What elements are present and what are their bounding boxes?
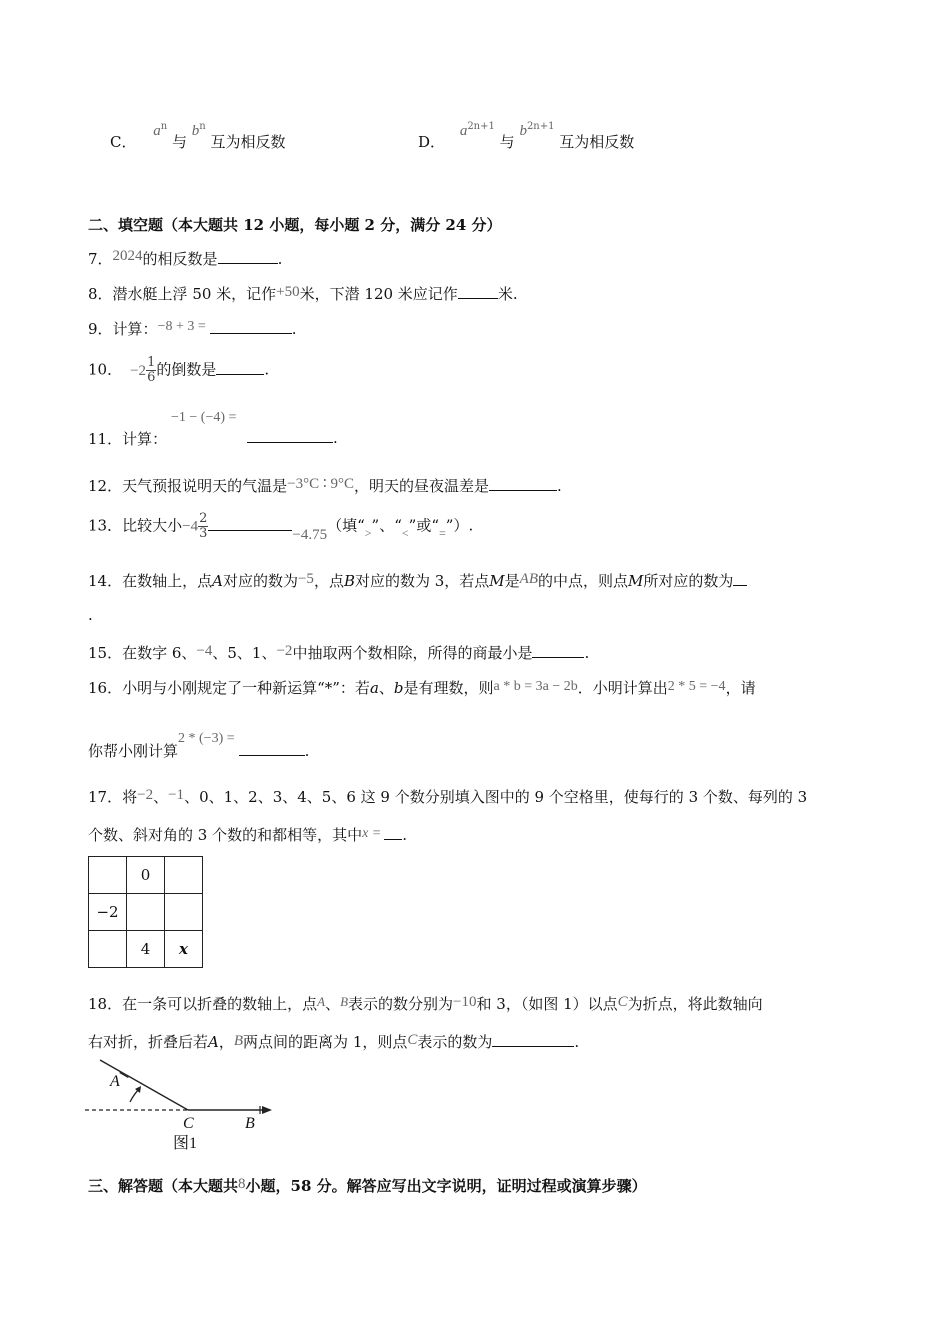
q14-text3: ，点: [313, 572, 344, 590]
q14-text5: 是: [504, 572, 520, 590]
q13-denominator: 3: [199, 526, 208, 541]
q15-text2: 、5、1、: [212, 644, 277, 662]
section3-title: [88, 1175, 647, 1196]
q16-calc: 2 * (−3) =: [178, 731, 235, 746]
figure-label-a: A: [110, 1073, 120, 1090]
q9-math: −8 + 3 =: [157, 319, 206, 334]
q13-math2: −4.75: [292, 526, 328, 543]
option-d-base-b: b: [519, 123, 527, 139]
grid-cell[interactable]: [165, 857, 203, 894]
q16-text1: 小明与小刚规定了一种新运算“: [122, 679, 325, 697]
q14-point-a: A: [212, 572, 223, 590]
section3-count: 8: [238, 1176, 246, 1192]
figure-1-diagram: [80, 1056, 290, 1156]
q7-text: 的相反数是: [142, 250, 218, 268]
q8-text3: 米.: [497, 285, 518, 303]
option-c-label: C．: [110, 133, 137, 151]
q15-math1: −4: [196, 643, 213, 659]
q17-math2: −1: [168, 787, 185, 803]
q9-answer-blank[interactable]: [210, 319, 292, 334]
q13-text4: ”或“: [408, 516, 439, 535]
figure-label-b: B: [245, 1115, 255, 1132]
q10-answer-blank[interactable]: [216, 360, 264, 375]
q15-end: .: [584, 644, 590, 662]
option-c-conj: 与: [172, 133, 188, 151]
q18-point-c: C: [617, 994, 628, 1010]
q14-text1: 在数轴上，点: [122, 572, 213, 590]
q13-fraction: [198, 512, 208, 541]
q10-number: 10．: [88, 360, 123, 379]
q7-end: .: [277, 250, 283, 268]
q13-numerator: 2: [199, 511, 208, 526]
q18-text1: 在一条可以折叠的数轴上，点: [122, 995, 318, 1013]
q16-star: *: [324, 679, 333, 697]
q18-comma: ，: [218, 1033, 234, 1051]
q8-number: 8．: [88, 285, 113, 303]
q10-denominator: 6: [147, 370, 156, 385]
q8-text2: 米，下潜 120 米应记作: [299, 285, 458, 303]
question-10: [88, 356, 269, 385]
section3-title-part2: 小题，58 分。解答应写出文字说明，证明过程或演算步骤）: [245, 1177, 647, 1195]
q10-fraction: [146, 356, 156, 385]
q18-point-a: A: [317, 994, 326, 1009]
grid-cell[interactable]: 0: [127, 857, 165, 894]
grid-cell[interactable]: [165, 894, 203, 931]
question-17: [88, 786, 807, 807]
q17-x-equals: x =: [362, 826, 382, 841]
question-18: [88, 993, 763, 1014]
option-c-base-a: a: [153, 123, 161, 139]
q7-answer-blank[interactable]: [218, 249, 278, 264]
q14-answer-blank[interactable]: [733, 571, 747, 586]
q18-end: .: [574, 1033, 580, 1051]
section3-title-part1: 三、解答题（本大题共: [88, 1177, 239, 1195]
q14-text7: 所对应的数为: [643, 572, 734, 590]
figure-label-c: C: [183, 1115, 194, 1132]
option-c: [110, 121, 286, 152]
q16-text2: ”：若: [332, 679, 370, 697]
q18-point-c2: C: [407, 1032, 418, 1048]
q7-math: 2024: [112, 248, 143, 264]
option-d: [418, 121, 635, 152]
q15-text1: 在数字 6、: [122, 644, 197, 662]
q16-var-a: a: [369, 679, 379, 697]
q16-text5: ，请: [725, 679, 756, 697]
q17-line2-text: 个数、斜对角的 3 个数的和都相等，其中: [88, 826, 363, 844]
grid-cell[interactable]: 4: [127, 931, 165, 968]
grid-cell[interactable]: [127, 894, 165, 931]
q18-text2: 表示的数分别为: [348, 995, 454, 1013]
q14-math1: −5: [297, 571, 314, 587]
q14-text2: 对应的数为: [222, 572, 298, 590]
q12-math: −3°C ∶ 9°C: [287, 476, 354, 492]
q9-text: 计算：: [112, 320, 158, 338]
q18-text3: 和 3，（如图 1）以点: [476, 995, 618, 1013]
q8-text1: 潜水艇上浮 50 米，记作: [112, 285, 277, 303]
grid-cell[interactable]: −2: [89, 894, 127, 931]
q10-end: .: [264, 360, 270, 379]
q14-text6: 的中点，则点: [538, 572, 629, 590]
q14-point-m2: M: [628, 572, 644, 590]
q16-text3: 是有理数，则: [403, 679, 494, 697]
q16-text4: ．小明计算出: [577, 679, 668, 697]
question-18-line2: [88, 1031, 579, 1052]
question-16-line2: [88, 731, 310, 761]
q13-eq: =: [439, 525, 446, 540]
option-d-exp-a: 2n+1: [467, 121, 495, 132]
q13-text2: （填“: [327, 516, 365, 535]
q12-number: 12．: [88, 477, 123, 495]
q12-answer-blank[interactable]: [489, 476, 557, 491]
option-c-exp-b: n: [199, 121, 206, 132]
section2-title: 二、填空题（本大题共 12 小题，每小题 2 分，满分 24 分）: [88, 216, 502, 234]
question-17-line2: [88, 824, 407, 845]
q8-math: +50: [276, 284, 300, 300]
q11-answer-row: [247, 428, 338, 447]
q12-end: .: [557, 477, 562, 495]
q11-end: .: [333, 429, 338, 447]
q11-number: 11．: [88, 430, 123, 448]
q18-sep: 、: [325, 995, 341, 1013]
question-12: [88, 475, 562, 496]
q13-whole: −4: [182, 518, 199, 535]
q15-number: 15．: [88, 644, 123, 662]
q16-number: 16．: [88, 679, 123, 697]
q16-line2-text: 你帮小刚计算: [88, 742, 179, 760]
arrow-head-icon: [262, 1106, 272, 1114]
q18-line2-text3: 表示的数为: [417, 1033, 493, 1051]
q17-end: .: [402, 826, 408, 844]
grid-cell[interactable]: [89, 857, 127, 894]
q17-number: 17．: [88, 788, 123, 806]
question-15: [88, 642, 589, 663]
q9-end: .: [291, 320, 297, 338]
q16-answer-blank[interactable]: [239, 741, 305, 756]
q18-line2-text2: 两点间的距离为 1，则点: [243, 1033, 408, 1051]
q16-var-b: b: [393, 679, 404, 697]
q18-number: 18．: [88, 995, 123, 1013]
q13-text3: ”、“: [371, 516, 402, 535]
q14-segment-ab: AB: [519, 571, 538, 587]
q17-text1: 将: [122, 788, 138, 806]
question-7: [88, 248, 282, 269]
option-d-conj: 与: [499, 133, 515, 151]
q14-text4: 对应的数为 3，若点: [354, 572, 490, 590]
q14-point-m: M: [489, 572, 505, 590]
q14-point-b: B: [343, 572, 355, 590]
option-d-base-a: a: [459, 123, 468, 139]
option-d-label: D．: [418, 133, 446, 151]
question-14: [88, 570, 747, 591]
q18-answer-blank[interactable]: [492, 1032, 574, 1047]
grid-cell[interactable]: [89, 931, 127, 968]
q10-whole: −2: [130, 362, 147, 379]
q9-number: 9．: [88, 320, 113, 338]
q18-math1: −10: [453, 994, 477, 1010]
question-11: [88, 428, 167, 449]
q13-answer-blank[interactable]: [208, 516, 292, 531]
q17-answer-blank[interactable]: [384, 825, 402, 840]
q10-text: 的倒数是: [156, 360, 217, 379]
q18-point-b2: B: [233, 1033, 244, 1049]
q13-gt: >: [364, 525, 372, 540]
q16-end: .: [304, 742, 310, 760]
q18-point-b: B: [340, 994, 349, 1009]
q17-text2: 、0、1、2、3、4、5、6 这 9 个数分别填入图中的 9 个空格里，使每行的 3 个数、每列的 3: [184, 788, 808, 806]
q15-answer-blank[interactable]: [532, 643, 584, 658]
option-c-exp-a: n: [160, 121, 168, 132]
q11-answer-blank[interactable]: [247, 428, 333, 443]
q13-text5: ”）.: [445, 516, 474, 535]
grid-cell[interactable]: x: [165, 931, 203, 968]
q17-sep1: 、: [153, 788, 169, 806]
question-9: [88, 318, 297, 339]
q13-lt: <: [401, 525, 409, 540]
question-13: [88, 512, 473, 541]
q11-text: 计算：: [122, 430, 168, 448]
option-d-exp-b: 2n+1: [526, 121, 555, 132]
q18-point-a2: A: [208, 1033, 219, 1051]
q16-sep: 、: [378, 679, 394, 697]
q16-definition: a * b = 3a − 2b: [493, 679, 578, 694]
q8-answer-blank[interactable]: [458, 284, 498, 299]
q12-text2: ，明天的昼夜温差是: [353, 477, 489, 495]
q12-text1: 天气预报说明天的气温是: [122, 477, 288, 495]
q15-text3: 中抽取两个数相除，所得的商最小是: [292, 644, 533, 662]
q15-math2: −2: [276, 643, 293, 659]
q11-math: −1 − (−4) =: [171, 410, 237, 425]
q13-text1: 比较大小: [122, 516, 183, 535]
q17-math1: −2: [137, 787, 154, 803]
q14-number: 14．: [88, 572, 123, 590]
option-c-tail: 互为相反数: [210, 133, 286, 151]
question-16: [88, 677, 756, 698]
question-8: [88, 283, 518, 304]
q10-numerator: 1: [147, 355, 156, 370]
option-d-tail: 互为相反数: [559, 133, 635, 151]
q14-end: .: [88, 606, 93, 624]
q18-line2-text: 右对折，折叠后若: [88, 1033, 209, 1051]
option-c-base-b: b: [191, 123, 200, 139]
q16-example: 2 * 5 = −4: [667, 679, 726, 694]
q18-text4: 为折点，将此数轴向: [627, 995, 763, 1013]
q7-number: 7．: [88, 250, 113, 268]
magic-square-grid: [88, 856, 203, 968]
q13-number: 13．: [88, 516, 123, 535]
figure-caption: 图1: [173, 1135, 198, 1152]
